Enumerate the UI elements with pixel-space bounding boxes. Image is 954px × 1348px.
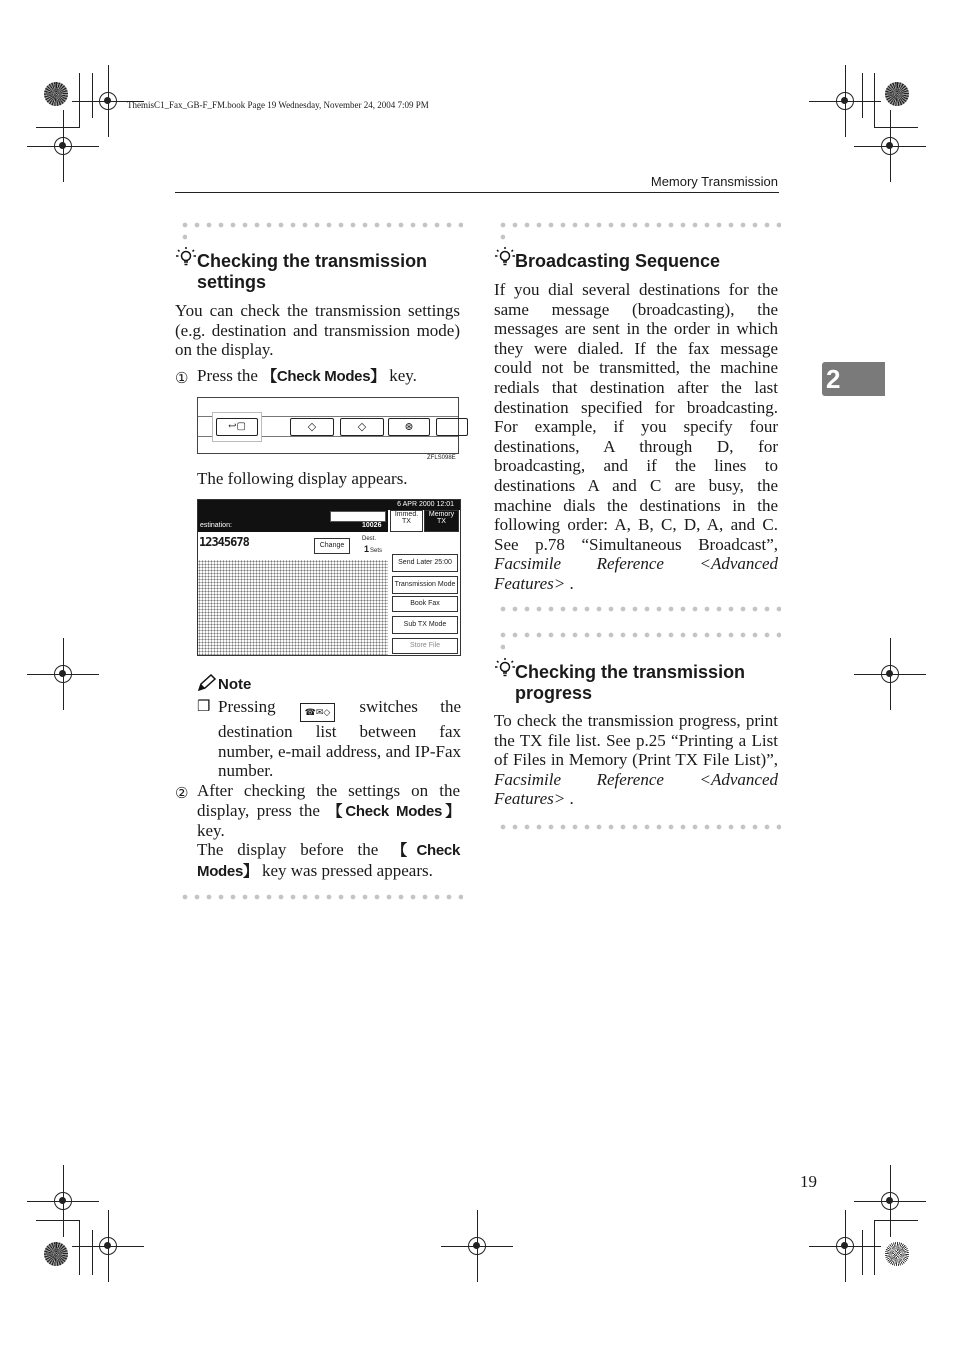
reference-link: Facsimile Reference <Advanced Features> <box>494 554 778 593</box>
dotted-divider <box>497 824 781 830</box>
panel-button[interactable]: ⊛ <box>388 418 430 436</box>
dotted-divider <box>497 222 781 228</box>
transmission-mode-button[interactable]: Transmission Mode <box>392 576 458 594</box>
step-1: Press the 【Check Modes】 key. <box>197 366 417 385</box>
reference-link: Facsimile Reference <Advanced Features> <box>494 769 778 809</box>
step-2: After checking the settings on the display, press the 【Check Modes】 key. <box>197 781 460 841</box>
step-number: ① <box>175 371 189 387</box>
change-button[interactable]: Change <box>314 538 350 554</box>
header-rule <box>175 192 779 193</box>
panel-button[interactable]: ◇ <box>290 418 334 436</box>
section-heading: Broadcasting Sequence <box>515 251 721 271</box>
lightbulb-icon <box>494 246 516 268</box>
figure-code: ZFLS098E <box>427 455 456 461</box>
broadcasting-paragraph: If you dial several destinations for the same message (broadcasting), the messages are sent in the order in which they were dialed. If the fax message could not be transmitted, the machine redials that destination after the last destination specified for broadcasting. For example, if you specify four destinations, A through D, for broadcasting, and if the lines to destinations A and C are busy, the machine dials the destinations in the following order: A, B, C, D, A, and C. See p.78 “Simultaneous Broadcast”, Facsimile Reference <Advanced Features> . <box>494 280 778 593</box>
running-header: Memory Transmission <box>650 174 778 189</box>
lightbulb-icon <box>175 246 197 268</box>
date-bar: 6 APR 2000 12:01 <box>198 500 460 510</box>
check-modes-button[interactable]: ↩▢ <box>216 418 258 436</box>
dotted-divider <box>497 632 781 638</box>
pencil-icon <box>197 674 217 692</box>
sub-tx-mode-button[interactable]: Sub TX Mode <box>392 616 458 634</box>
lcd-display-illustration: 6 APR 2000 12:01 estination: 10026 Immed. TX Memory TX 12345678 Change Dest. 1 Sets Send Later 25:00 Transmission Mode Book Fax Sub TX Mode Store File <box>197 499 461 656</box>
check-modes-key: 【Check Modes】 <box>262 368 385 385</box>
chapter-tab: 2 <box>822 362 885 396</box>
send-later-button[interactable]: Send Later 25:00 <box>392 554 458 572</box>
tab-immed-tx[interactable]: Immed. TX <box>390 510 423 532</box>
note-title: Note <box>218 676 252 693</box>
destination-toggle-key-icon: ☎✉◇ <box>300 703 335 722</box>
color-bar-dial <box>44 82 68 106</box>
color-bar-dial <box>885 1242 909 1266</box>
section-heading: Checking the transmission progress <box>515 662 746 703</box>
progress-paragraph: To check the transmission progress, print the TX file list. See p.25 “Printing a List of Files in Memory (Print TX File List)”, Facsimile Reference <Advanced Features> . <box>494 711 778 809</box>
page-number: 19 <box>800 1172 817 1191</box>
note-bullet: ❒ <box>197 699 211 715</box>
book-fax-button[interactable]: Book Fax <box>392 596 458 612</box>
control-panel-illustration <box>197 397 459 454</box>
intro-paragraph: You can check the transmission settings (e.g. destination and transmission mode) on the display. <box>175 301 460 360</box>
section-heading: Checking the transmission settings <box>197 251 428 292</box>
store-file-button[interactable]: Store File <box>392 638 458 654</box>
dotted-divider <box>497 606 781 612</box>
fax-number: 12345678 <box>199 535 249 549</box>
tab-memory-tx[interactable]: Memory TX <box>424 510 459 532</box>
step-number: ② <box>175 786 189 802</box>
dotted-divider <box>179 894 463 900</box>
step-2-result: The display before the 【Check Modes】 key was pressed appears. <box>197 840 460 880</box>
print-slug: ThemisC1_Fax_GB-F_FM.book Page 19 Wednesday, November 24, 2004 7:09 PM <box>127 100 429 110</box>
check-modes-key: 【Check Modes】 <box>197 842 460 880</box>
lightbulb-icon <box>494 657 516 679</box>
color-bar-dial <box>44 1242 68 1266</box>
note-text: Pressing ☎✉◇ switches the destination list between fax number, e-mail address, and IP-Fax number. <box>218 697 462 781</box>
following-text: The following display appears. <box>197 469 408 488</box>
check-modes-key: 【Check Modes】 <box>327 802 460 820</box>
panel-button[interactable]: ◇ <box>340 418 384 436</box>
color-bar-dial <box>885 82 909 106</box>
dotted-divider <box>179 222 463 228</box>
